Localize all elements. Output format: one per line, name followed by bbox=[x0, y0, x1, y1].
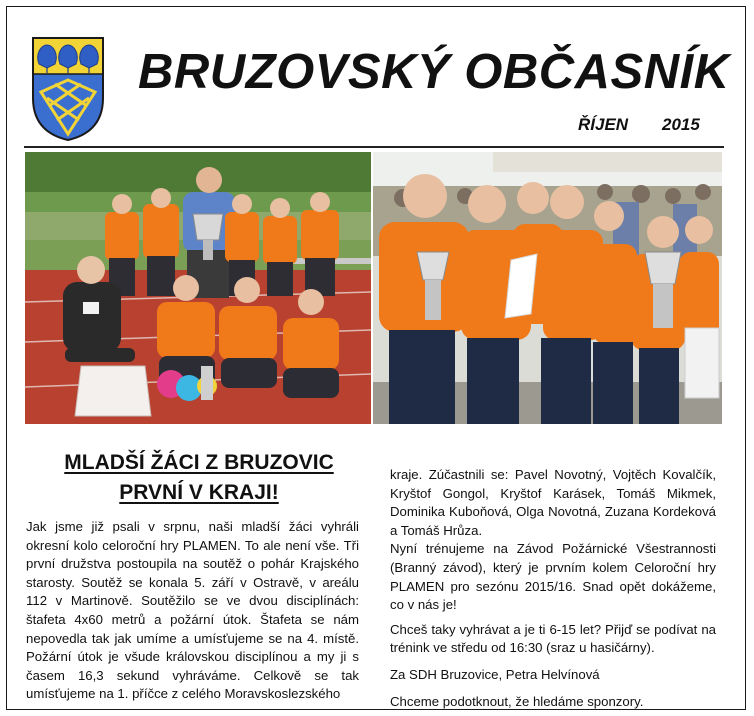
team-photo-track bbox=[25, 152, 371, 424]
article-paragraph-1-part-1: Jak jsme již psali v srpnu, naši mladší žáci vyhráli okresní kolo celoroční hry PLAMEN. To ale není vše. Tři první družstva postoupila na soutěž o pohár Krajského starosty. Soutěž se konala 5. září v Ostravě, v areálu 112 v Martinově. Soutěžilo se ve dvou disciplínách: štafeta 4x60 metrů a požární útok. Štafeta se nám nepovedla tak jak umíme a umísťujeme se na 4. místě. Požární útok je všude královskou disciplínou a my ji s časem 16,3 sekund vyhráváme. Celkově se tak umísťujeme na 1. příčce z celého Moravskoslezského bbox=[26, 519, 359, 702]
team-photo-trophies bbox=[373, 152, 722, 424]
newsletter-title: BRUZOVSKÝ OBČASNÍK bbox=[138, 45, 730, 99]
article-column-left bbox=[26, 518, 359, 704]
article-closing: Chceme podotknout, že hledáme sponzory. bbox=[390, 693, 644, 709]
issue-month: ŘÍJEN bbox=[578, 115, 629, 134]
article-column-right bbox=[390, 466, 716, 711]
article-signature: Za SDH Bruzovice, Petra Helvínová bbox=[390, 666, 600, 682]
headline-line-1: MLADŠÍ ŽÁCI Z BRUZOVIC bbox=[64, 451, 334, 474]
headline-line-2: PRVNÍ V KRAJI! bbox=[119, 481, 279, 504]
header-divider bbox=[24, 146, 724, 148]
article-headline bbox=[26, 448, 372, 508]
article-paragraph-3: Chceš taky vyhrávat a je ti 6-15 let? Přijď se podívat na trénink ve středu od 16:30 (sraz u hasičárny). bbox=[390, 621, 716, 656]
article-paragraph-2: Nyní trénujeme na Závod Požárnické Všestrannosti (Branný závod), který je prvním kolem Celoroční hry PLAMEN pro sezónu 2015/16. Snad opět dokážeme, co v nás je! bbox=[390, 541, 716, 613]
bruzovice-crest-logo bbox=[31, 36, 105, 142]
issue-year: 2015 bbox=[662, 115, 700, 134]
article-paragraph-1-part-2: kraje. Zúčastnili se: Pavel Novotný, Vojtěch Kovalčík, Kryštof Gongol, Kryštof Karásek, Tomáš Mikmek, Dominika Kuboňová, Olga Novotná, Zuzana Kordeková a Tomáš Hrůza. bbox=[390, 467, 716, 538]
